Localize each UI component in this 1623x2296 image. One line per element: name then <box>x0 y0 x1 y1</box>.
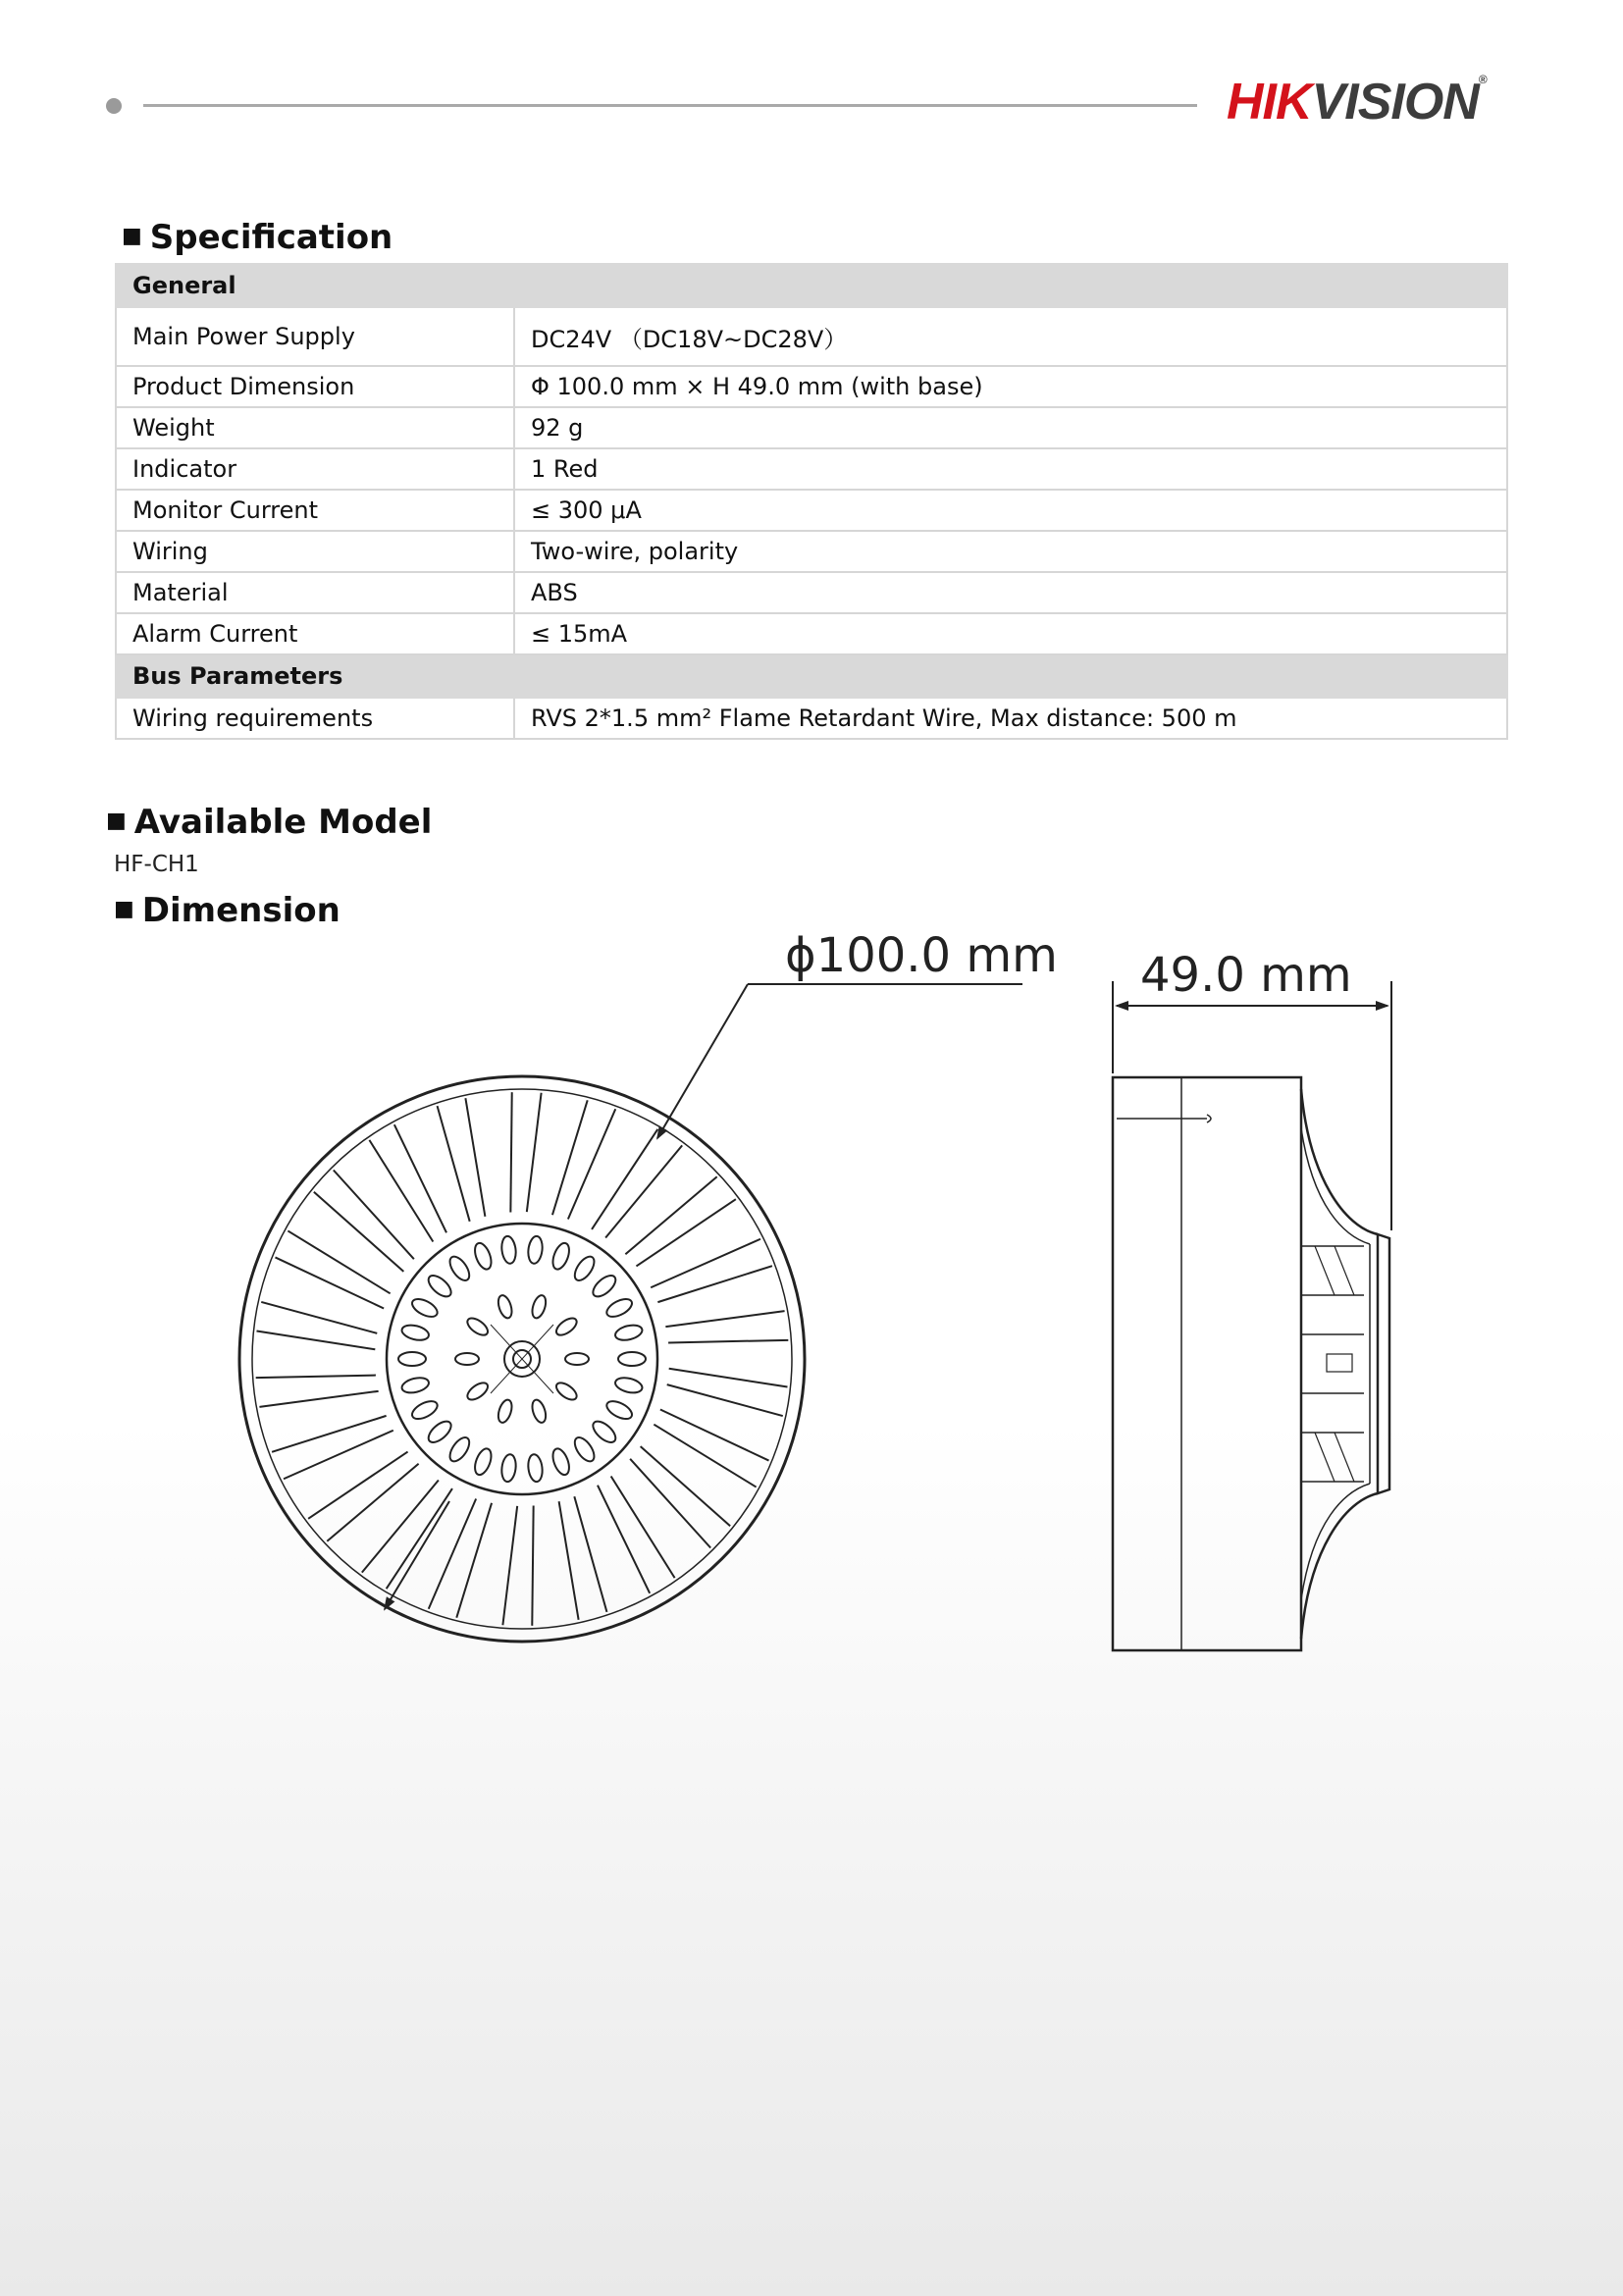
vent-slot <box>409 1397 440 1422</box>
spec-label: Weight <box>116 407 514 448</box>
vent-slot <box>472 1446 495 1477</box>
fin-edge <box>456 1503 492 1618</box>
vent-slot <box>446 1435 473 1465</box>
vent-slot <box>496 1293 514 1320</box>
fin-edge <box>465 1098 485 1217</box>
fin-edge <box>654 1425 756 1487</box>
fin-edge <box>256 1331 375 1349</box>
vent-slot <box>464 1380 490 1403</box>
vent-slot <box>398 1352 426 1366</box>
vent-slot <box>590 1418 619 1446</box>
section-bullet-icon: ■ <box>106 809 127 833</box>
fin-edge <box>438 1106 470 1222</box>
fin-edge <box>288 1230 390 1293</box>
vent-slot <box>409 1295 440 1320</box>
vent-slot <box>425 1418 454 1446</box>
vent-slot <box>455 1353 479 1365</box>
section-bullet-icon: ■ <box>122 224 142 248</box>
vent-slot <box>604 1295 635 1320</box>
fin-edge <box>256 1376 376 1379</box>
fin-edge <box>668 1340 788 1343</box>
logo-vision-text: VISION <box>1311 74 1479 130</box>
group-title: Bus Parameters <box>116 654 1507 698</box>
spec-label: Material <box>116 572 514 613</box>
fin-edge <box>369 1140 433 1242</box>
spec-label: Wiring <box>116 531 514 572</box>
vent-slot <box>527 1453 544 1482</box>
vent-slot <box>553 1380 579 1403</box>
model-number: HF-CH1 <box>114 852 199 877</box>
spec-value: Φ 100.0 mm × H 49.0 mm (with base) <box>514 366 1507 407</box>
fin-edge <box>559 1501 579 1620</box>
vent-slot <box>400 1323 431 1342</box>
spec-value: ≤ 300 μA <box>514 490 1507 531</box>
fin-edge <box>552 1100 588 1215</box>
vent-slot <box>500 1235 517 1264</box>
dimension-heading: ■ Dimension <box>114 891 340 930</box>
spec-value: ≤ 15mA <box>514 613 1507 654</box>
specification-heading: ■ Specification <box>122 218 393 257</box>
vent-slot <box>613 1376 644 1395</box>
fin-edge <box>669 1369 788 1387</box>
vent-slot <box>425 1272 454 1300</box>
diameter-dimension <box>385 984 1022 1609</box>
fin-edge <box>667 1384 783 1416</box>
fin-edge <box>527 1093 542 1212</box>
diameter-label: ϕ100.0 mm <box>785 928 1058 983</box>
vent-slot <box>530 1398 549 1425</box>
fin-edge <box>502 1506 517 1625</box>
vent-slot <box>472 1241 495 1272</box>
vent-slot <box>565 1353 589 1365</box>
fin-edge <box>394 1124 446 1232</box>
fin-edge <box>665 1311 784 1327</box>
vent-slot <box>527 1235 544 1264</box>
fin-edge <box>611 1477 675 1579</box>
spec-value: DC24V （DC18V~DC28V） <box>514 307 1507 366</box>
spec-label: Alarm Current <box>116 613 514 654</box>
spec-value: 92 g <box>514 407 1507 448</box>
vent-slot <box>400 1376 431 1395</box>
spec-label: Main Power Supply <box>116 307 514 366</box>
vent-slot <box>618 1352 646 1366</box>
spec-value: ABS <box>514 572 1507 613</box>
fin-edge <box>272 1416 387 1452</box>
vent-slot <box>464 1315 490 1338</box>
logo-registered-mark: ® <box>1478 73 1487 86</box>
vent-slot <box>553 1315 579 1338</box>
fin-edge <box>574 1496 606 1612</box>
vent-slot <box>604 1397 635 1422</box>
vent-slot <box>613 1323 644 1342</box>
vent-slot <box>590 1272 619 1300</box>
spec-label: Indicator <box>116 448 514 490</box>
fin-edge <box>660 1410 769 1461</box>
fin-edge <box>259 1391 378 1407</box>
vent-slot <box>571 1435 598 1465</box>
vent-slot <box>446 1253 473 1283</box>
front-view-drawing <box>239 1076 805 1642</box>
spec-value: RVS 2*1.5 mm² Flame Retardant Wire, Max distance: 500 m <box>514 698 1507 739</box>
logo-hik-text: HIK <box>1227 74 1312 130</box>
vent-slot <box>550 1241 572 1272</box>
fin-edge <box>657 1266 772 1302</box>
height-label: 49.0 mm <box>1140 948 1352 1003</box>
vent-slot <box>496 1398 514 1425</box>
fin-edge <box>275 1257 384 1308</box>
vent-slot <box>530 1293 549 1320</box>
group-title: General <box>116 264 1507 307</box>
vent-slot <box>550 1446 572 1477</box>
spec-label: Monitor Current <box>116 490 514 531</box>
fin-edge <box>510 1092 511 1212</box>
height-dimension <box>1113 981 1391 1230</box>
spec-label: Product Dimension <box>116 366 514 407</box>
spec-label: Wiring requirements <box>116 698 514 739</box>
fin-edge <box>532 1506 533 1626</box>
section-bullet-icon: ■ <box>114 897 134 921</box>
spec-value: Two-wire, polarity <box>514 531 1507 572</box>
available-model-heading: ■ Available Model <box>106 803 433 842</box>
vent-slot <box>500 1453 517 1482</box>
side-view-drawing <box>1113 1077 1389 1650</box>
fin-edge <box>598 1486 650 1593</box>
fin-edge <box>261 1302 377 1333</box>
vent-slot <box>571 1253 598 1283</box>
spec-value: 1 Red <box>514 448 1507 490</box>
